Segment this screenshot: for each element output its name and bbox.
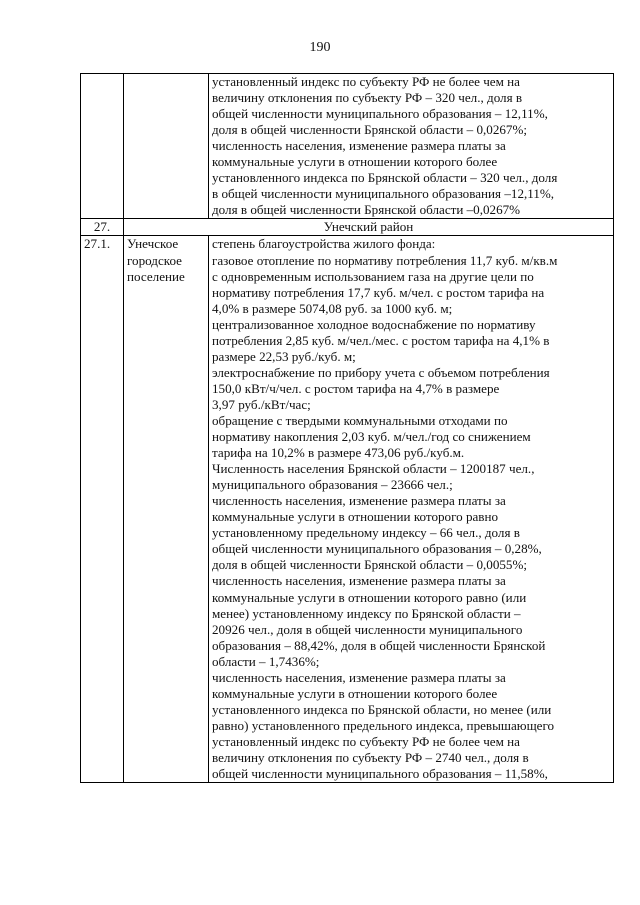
text-line: нормативу потребления 17,7 куб. м/чел. с ростом тарифа на <box>212 284 545 300</box>
text-line: коммунальные услуги в отношении которого равно <box>212 509 499 525</box>
text-line: менее) установленному индексу по Брянской области – <box>212 605 521 621</box>
text-line: поселение <box>127 268 185 284</box>
text-line: потребления 2,85 куб. м/чел./мес. с ростом тарифа на 4,1% в <box>212 332 550 348</box>
text-line: городское <box>127 252 182 268</box>
text-line: численность населения, изменение размера платы за <box>212 493 506 509</box>
text-line: образования – 88,42%, доля в общей численности Брянской <box>212 637 546 653</box>
text-line: Численность населения Брянской области – 1200187 чел., <box>212 461 535 477</box>
entry-number: 27.1. <box>81 236 124 783</box>
text-line: газовое отопление по нормативу потребления 11,7 куб. м/кв.м <box>212 252 558 268</box>
text-line: численность населения, изменение размера платы за <box>212 573 506 589</box>
section-number: 27. <box>81 219 124 236</box>
text-line: численность населения, изменение размера платы за <box>212 138 506 154</box>
text-line: установленный индекс по субъекту РФ не более чем на <box>212 74 520 89</box>
text-line: 3,97 руб./кВт/час; <box>212 396 311 412</box>
text-line: общей численности муниципального образования – 0,28%, <box>212 541 542 557</box>
text-line: электроснабжение по прибору учета с объемом потребления <box>212 364 550 380</box>
text-line: установленного индекса по Брянской области, но менее (или <box>212 701 552 717</box>
text-line: обращение с твердыми коммунальными отходами по <box>212 412 508 428</box>
text-line: размере 22,53 руб./куб. м; <box>212 348 356 364</box>
text-line: нормативу накопления 2,03 куб. м/чел./год со снижением <box>212 429 531 445</box>
cell-description <box>209 74 614 219</box>
text-line: величину отклонения по субъекту РФ – 2740 чел., доля в <box>212 749 529 765</box>
text-line: общей численности муниципального образования – 11,58%, <box>212 766 548 782</box>
text-line: 20926 чел., доля в общей численности муниципального <box>212 621 523 637</box>
text-line: величину отклонения по субъекту РФ – 320 чел., доля в <box>212 90 523 106</box>
text-line: установленного индекса по Брянской области – 320 чел., доля <box>212 170 558 186</box>
text-line: установленный индекс по субъекту РФ не более чем на <box>212 733 520 749</box>
page-number: 190 <box>309 40 331 55</box>
section-row <box>81 219 614 236</box>
text-line: в общей численности муниципального образования –12,11%, <box>212 186 555 202</box>
table-row <box>81 236 614 783</box>
text-line: доля в общей численности Брянской области – 0,0267%; <box>212 122 528 138</box>
text-line: коммунальные услуги в отношении которого равно (или <box>212 589 527 605</box>
cell-municipality <box>124 74 209 219</box>
text-line: доля в общей численности Брянской области –0,0267% <box>212 202 521 218</box>
section-title: Унечский район <box>124 219 614 236</box>
text-line: 4,0% в размере 5074,08 руб. за 1000 куб. м; <box>212 300 453 316</box>
text-line: общей численности муниципального образования – 12,11%, <box>212 106 548 122</box>
entry-description <box>209 236 614 783</box>
text-line: доля в общей численности Брянской области – 0,0055%; <box>212 557 528 573</box>
tariff-table <box>80 73 614 783</box>
text-line: равно) установленного предельного индекса, превышающего <box>212 717 555 733</box>
text-line: степень благоустройства жилого фонда: <box>212 236 436 252</box>
text-line: численность населения, изменение размера платы за <box>212 669 506 685</box>
text-line: коммунальные услуги в отношении которого более <box>212 685 498 701</box>
text-line: Унечское <box>127 236 179 252</box>
text-line: коммунальные услуги в отношении которого более <box>212 154 498 170</box>
text-line: с одновременным использованием газа на другие цели по <box>212 268 534 284</box>
text-line: тарифа на 10,2% в размере 473,06 руб./куб.м. <box>212 445 465 461</box>
text-line: муниципального образования – 23666 чел.; <box>212 477 453 493</box>
text-line: централизованное холодное водоснабжение по нормативу <box>212 316 536 332</box>
cell-number <box>81 74 124 219</box>
text-line: установленному предельному индексу – 66 чел., доля в <box>212 525 520 541</box>
entry-municipality <box>124 236 209 783</box>
table-row <box>81 74 614 219</box>
text-line: области – 1,7436%; <box>212 653 320 669</box>
text-line: 150,0 кВт/ч/чел. с ростом тарифа на 4,7% в размере <box>212 380 500 396</box>
